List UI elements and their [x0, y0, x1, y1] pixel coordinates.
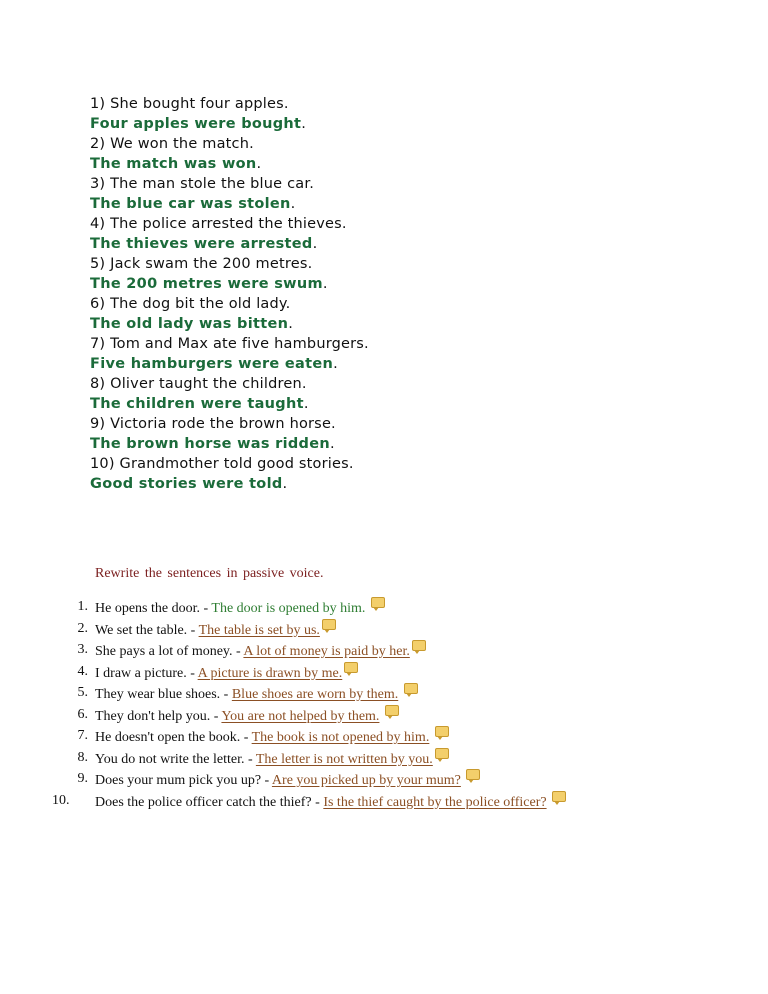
- passive-answer-text: Four apples were bought: [90, 116, 302, 132]
- active-sentence: 1) She bought four apples.: [90, 96, 289, 112]
- period: .: [290, 196, 296, 212]
- comment-icon[interactable]: [371, 597, 385, 608]
- example-6: [90, 294, 369, 334]
- item-number: 4.: [77, 663, 88, 679]
- passive-answer: [90, 394, 369, 414]
- period: .: [303, 396, 309, 412]
- passive-answer: [90, 434, 369, 454]
- example-2: [90, 134, 369, 174]
- item-number: 7.: [77, 728, 88, 743]
- active-passive-examples: [90, 94, 369, 494]
- active-sentence: Does the police officer catch the thief? -: [95, 794, 324, 810]
- active-sentence: 5) Jack swam the 200 metres.: [90, 256, 313, 272]
- passive-answer-text: The blue car was stolen: [90, 196, 291, 212]
- passive-answer: [90, 314, 369, 334]
- passive-answer-text: The old lady was bitten: [90, 316, 289, 332]
- item-text: [95, 640, 426, 662]
- passive-answer-text: The thieves were arrested: [90, 236, 313, 252]
- comment-icon[interactable]: [412, 640, 426, 651]
- period: .: [333, 356, 339, 372]
- active-sentence: We set the table. -: [95, 622, 199, 638]
- comment-icon[interactable]: [435, 726, 449, 737]
- active-sentence: 2) We won the match.: [90, 136, 254, 152]
- comment-icon[interactable]: [466, 769, 480, 780]
- item-number: 8.: [77, 749, 88, 765]
- active-sentence: They wear blue shoes. -: [95, 687, 232, 702]
- item-number: 5.: [77, 685, 88, 700]
- example-7: [90, 334, 369, 374]
- item-text: [95, 748, 449, 770]
- active-sentence: She pays a lot of money. -: [95, 644, 244, 659]
- period: .: [256, 156, 262, 172]
- comment-icon[interactable]: [344, 662, 358, 673]
- period: .: [288, 316, 294, 332]
- active-sentence: He doesn't open the book. -: [95, 730, 252, 745]
- passive-answer-link[interactable]: Blue shoes are worn by them.: [231, 687, 399, 702]
- period: .: [282, 476, 288, 492]
- example-4: [90, 214, 369, 254]
- item-number: 6.: [77, 706, 88, 722]
- period: .: [322, 276, 328, 292]
- passive-answer-link[interactable]: Are you picked up by your mum?: [271, 773, 461, 788]
- period: .: [312, 236, 318, 252]
- active-sentence: 8) Oliver taught the children.: [90, 376, 307, 392]
- passive-answer-text: The 200 metres were swum: [90, 276, 323, 292]
- passive-answer-text: The brown horse was ridden: [90, 436, 330, 452]
- active-sentence: I draw a picture. -: [95, 665, 198, 681]
- passive-answer-link[interactable]: You are not helped by them.: [221, 708, 380, 724]
- passive-answer: [90, 474, 369, 494]
- passive-answer-link[interactable]: The table is set by us.: [198, 622, 320, 638]
- item-number: 10.: [52, 792, 70, 808]
- period: .: [330, 436, 335, 452]
- item-number: 3.: [77, 642, 88, 657]
- active-sentence: 7) Tom and Max ate five hamburgers.: [90, 336, 369, 352]
- active-sentence: 4) The police arrested the thieves.: [90, 216, 347, 232]
- item-text: [95, 597, 385, 619]
- passive-answer-text: Good stories were told: [90, 476, 283, 492]
- passive-answer-link[interactable]: A lot of money is paid by her.: [243, 644, 410, 659]
- active-sentence: He opens the door. -: [95, 601, 212, 616]
- active-sentence: 3) The man stole the blue car.: [90, 176, 315, 192]
- example-3: [90, 174, 369, 214]
- passive-answer-link[interactable]: The letter is not written by you.: [255, 751, 433, 767]
- comment-icon[interactable]: [552, 791, 566, 802]
- passive-answer-link[interactable]: Is the thief caught by the police officer?: [323, 794, 547, 810]
- exercise-instruction: Rewrite the sentences in passive voice.: [95, 566, 324, 581]
- passive-answer: The door is opened by him.: [211, 601, 366, 616]
- active-sentence: 6) The dog bit the old lady.: [90, 296, 291, 312]
- item-text: [95, 662, 358, 684]
- passive-answer: [90, 114, 369, 134]
- period: .: [301, 116, 307, 132]
- passive-answer-text: The match was won: [90, 156, 257, 172]
- item-text: [95, 683, 418, 705]
- comment-icon[interactable]: [322, 619, 336, 630]
- comment-icon[interactable]: [385, 705, 399, 716]
- passive-answer: [90, 234, 369, 254]
- passive-answer-text: The children were taught: [90, 396, 304, 412]
- active-sentence: You do not write the letter. -: [95, 751, 256, 767]
- item-text: [95, 619, 336, 641]
- active-sentence: Does your mum pick you up? -: [95, 773, 272, 788]
- item-text: [95, 769, 480, 791]
- active-sentence: 9) Victoria rode the brown horse.: [90, 416, 336, 432]
- passive-answer-link[interactable]: A picture is drawn by me.: [197, 665, 343, 681]
- item-text: [95, 791, 566, 813]
- passive-answer: [90, 194, 369, 214]
- passive-answer-text: Five hamburgers were eaten: [90, 356, 334, 372]
- active-sentence: They don't help you. -: [95, 708, 222, 724]
- comment-icon[interactable]: [435, 748, 449, 759]
- passive-answer: [90, 274, 369, 294]
- passive-answer: [90, 354, 369, 374]
- item-number: 2.: [77, 620, 88, 636]
- example-8: [90, 374, 369, 414]
- passive-answer: [90, 154, 369, 174]
- item-number: 9.: [77, 771, 88, 786]
- comment-icon[interactable]: [404, 683, 418, 694]
- example-5: [90, 254, 369, 294]
- item-text: [95, 705, 399, 727]
- active-sentence: 10) Grandmother told good stories.: [90, 456, 354, 472]
- item-number: 1.: [77, 599, 88, 614]
- example-10: [90, 454, 369, 494]
- item-text: [95, 726, 449, 748]
- passive-answer-link[interactable]: The book is not opened by him.: [251, 730, 430, 745]
- example-9: [90, 414, 369, 454]
- example-1: [90, 94, 369, 134]
